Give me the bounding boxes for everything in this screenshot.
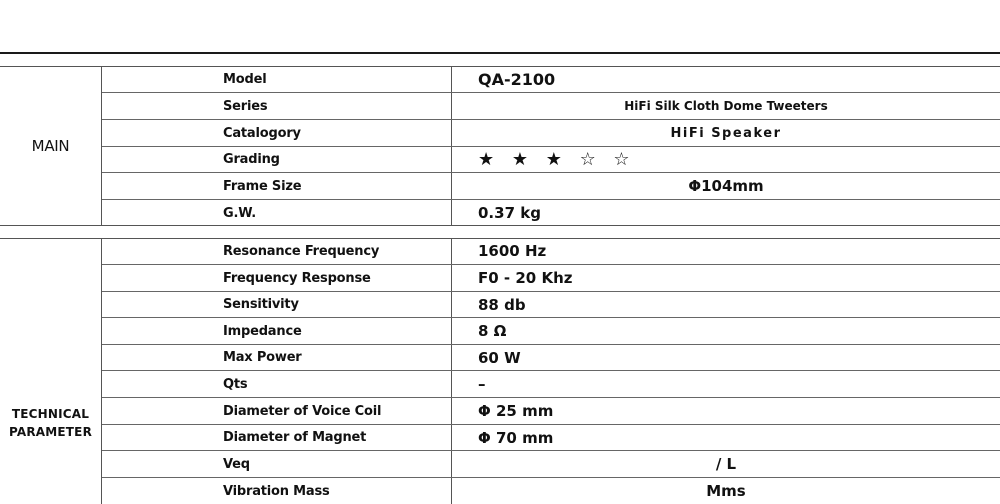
spec-row-diameter-voice-coil [102, 398, 1000, 425]
spec-row-impedance [102, 318, 1000, 345]
spec-value: 0.37 kg [478, 204, 541, 222]
spec-row-grading [102, 147, 1000, 173]
technical-label-line1: TECHNICAL [11, 407, 90, 421]
technical-section-label [0, 398, 101, 448]
spec-label: Sensitivity [223, 297, 299, 312]
spec-label: Frame Size [223, 178, 302, 194]
spec-label: Veq [223, 456, 250, 472]
spec-label: Grading [223, 152, 280, 167]
main-section-label: MAIN [31, 137, 70, 155]
spec-row-qts [102, 371, 1000, 398]
spec-label: Catalogory [223, 125, 301, 141]
spec-row-veq [102, 451, 1000, 478]
spec-value: QA-2100 [478, 69, 556, 89]
spec-value: F0 - 20 Khz [478, 269, 573, 287]
spec-row-model [102, 66, 1000, 93]
spec-label: Vibration Mass [223, 483, 330, 499]
spec-row-frame-size [102, 173, 1000, 200]
spec-label: Diameter of Voice Coil [223, 403, 382, 419]
spec-label: Diameter of Magnet [223, 430, 367, 445]
spec-value: 1600 Hz [478, 242, 547, 260]
spec-label: Impedance [223, 323, 302, 339]
top-rule [0, 52, 1000, 54]
star-rating-icon: ★ ★ ★ ☆ ☆ [478, 149, 636, 170]
spec-label: Max Power [223, 350, 302, 365]
spec-row-series [102, 93, 1000, 120]
spec-row-sensitivity [102, 292, 1000, 318]
spec-label: Series [223, 98, 268, 114]
technical-label-line2: PARAMETER [8, 425, 93, 439]
spec-value: 8 Ω [478, 322, 507, 340]
spec-value: Mms [706, 482, 746, 500]
spec-row-frequency-response [102, 265, 1000, 292]
spec-row-max-power [102, 345, 1000, 371]
main-bottom-border [0, 225, 1000, 226]
spec-value: – [478, 375, 486, 393]
spec-value: HiFi Speaker [670, 125, 782, 141]
spec-value: HiFi Silk Cloth Dome Tweeters [624, 99, 828, 113]
spec-label: G.W. [223, 205, 257, 221]
spec-row-vibration-mass [102, 478, 1000, 504]
spec-row-resonance-frequency [102, 238, 1000, 265]
spec-row-diameter-magnet [102, 425, 1000, 451]
spec-label: Resonance Frequency [223, 243, 380, 259]
spec-value: Φ 70 mm [478, 428, 554, 447]
spec-value: Φ 25 mm [478, 402, 554, 420]
spec-value: 88 db [478, 295, 526, 314]
technical-section [0, 238, 1000, 504]
spec-value: 60 W [478, 348, 521, 367]
spec-value: / L [715, 455, 737, 473]
main-section [0, 66, 1000, 226]
spec-label: Model [223, 71, 267, 87]
spec-label: Frequency Response [223, 270, 371, 286]
spec-row-gw [102, 200, 1000, 226]
spec-label: Qts [223, 376, 248, 392]
spec-value: Φ104mm [688, 177, 764, 195]
spec-row-catalogory [102, 120, 1000, 147]
